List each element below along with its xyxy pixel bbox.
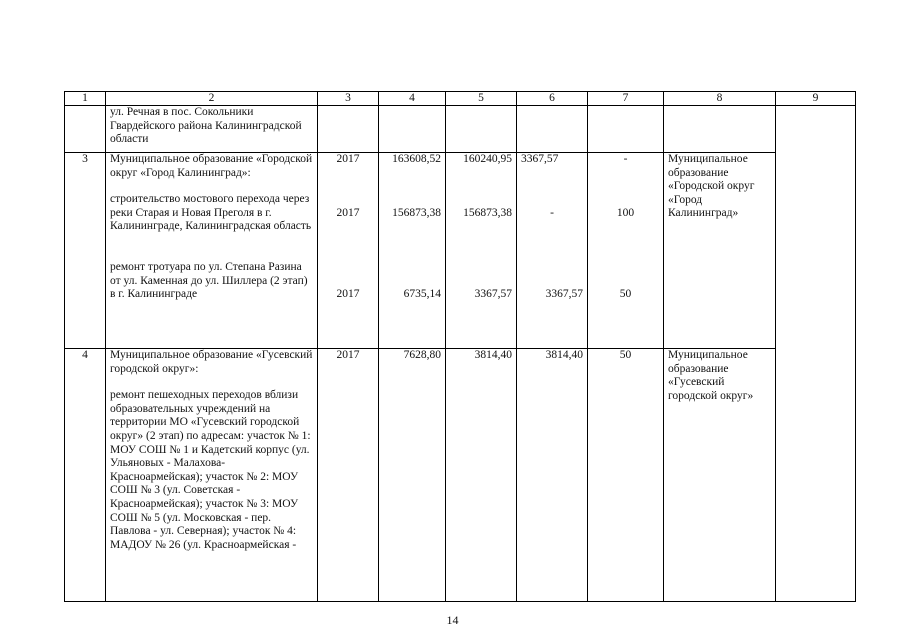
row3-sub1-pct: 100 <box>616 206 635 219</box>
cell-recipient: Муниципальное образование «Городской округ «Город Калининград» <box>664 153 776 349</box>
table-row-3 <box>65 153 856 349</box>
row3-sub1-name: строительство мостового перехода через реки Старая и Новая Преголя в г. Калининграде, Калининградская область <box>110 193 312 233</box>
cell-fed <box>446 153 517 349</box>
col-header-2: 2 <box>106 92 318 106</box>
cell-col9 <box>776 106 856 153</box>
row3-sub1-total: 156873,38 <box>392 206 441 219</box>
cell-object-name <box>106 349 318 602</box>
row3-sub2-total: 6735,14 <box>403 288 441 301</box>
funding-table <box>64 91 856 602</box>
col-header-1: 1 <box>65 92 106 106</box>
cell-object-name <box>106 153 318 349</box>
row3-sub2-pct: 50 <box>619 288 632 301</box>
row3-fed: 160240,95 <box>463 153 512 165</box>
row3-sub1-year: 2017 <box>336 206 360 219</box>
row4-title: Муниципальное образование «Гусевский городской округ»: <box>110 349 313 375</box>
cell-fed <box>446 106 517 153</box>
cell-year: 2017 <box>318 349 379 602</box>
row3-pct: - <box>623 153 628 165</box>
page-number: 14 <box>446 613 459 627</box>
cell-mun: 3814,40 <box>517 349 588 602</box>
col-header-3: 3 <box>318 92 379 106</box>
row3-sub2-year: 2017 <box>336 288 360 301</box>
header-row <box>65 92 856 106</box>
cell-total: 7628,80 <box>379 349 446 602</box>
cell-recipient <box>664 106 776 153</box>
row3-sub1-mun: - <box>550 206 554 219</box>
row3-sub1-fed: 156873,38 <box>463 206 512 219</box>
row3-total: 163608,52 <box>392 153 441 165</box>
col-header-4: 4 <box>379 92 446 106</box>
row3-sub2-fed: 3367,57 <box>474 288 512 301</box>
cell-num: 4 <box>65 349 106 602</box>
cell-pct <box>588 106 664 153</box>
col-header-9: 9 <box>776 92 856 106</box>
cell-num: 3 <box>65 153 106 349</box>
cell-recipient: Муниципальное образование «Гусевский городской округ» <box>664 349 776 602</box>
col-header-7: 7 <box>588 92 664 106</box>
col-header-6: 6 <box>517 92 588 106</box>
cell-col9 <box>776 349 856 602</box>
cell-num <box>65 106 106 153</box>
cell-object-name: ул. Речная в пос. Сокольники Гвардейского района Калининградской области <box>106 106 318 153</box>
col-header-8: 8 <box>664 92 776 106</box>
table-row-4 <box>65 349 856 602</box>
row3-title: Муниципальное образование «Городской округ «Город Калининград»: <box>110 153 313 179</box>
row3-mun: 3367,57 <box>521 153 559 165</box>
col-header-5: 5 <box>446 92 517 106</box>
cell-col9 <box>776 153 856 349</box>
cell-pct <box>588 153 664 349</box>
cell-fed: 3814,40 <box>446 349 517 602</box>
table-row-continued <box>65 106 856 153</box>
cell-pct: 50 <box>588 349 664 602</box>
row4-sub1-name: ремонт пешеходных переходов вблизи образовательных учреждений на территории МО «Гусевский городской округ» (2 этап) по адресам: участок № 1: МОУ СОШ № 1 и Кадетский корпус (ул. Ульяновых - Малахова- Красноармейская); участок № 2: МОУ СОШ № 3 (ул. Советская - Красноармейская); участок № 3: МОУ СОШ № 5 (ул. Московская - пер. Павлова - ул. Северная); участок № 4: МАДОУ № 26 (ул. Красноармейская - <box>110 389 311 551</box>
cell-total <box>379 106 446 153</box>
cell-year <box>318 153 379 349</box>
row3-sub2-mun: 3367,57 <box>545 288 583 301</box>
cell-year <box>318 106 379 153</box>
cell-mun <box>517 106 588 153</box>
cell-total <box>379 153 446 349</box>
row3-sub2-name: ремонт тротуара по ул. Степана Разина от ул. Каменная до ул. Шиллера (2 этап) в г. Калининграде <box>110 260 308 301</box>
cell-mun <box>517 153 588 349</box>
row3-year: 2017 <box>336 153 360 165</box>
